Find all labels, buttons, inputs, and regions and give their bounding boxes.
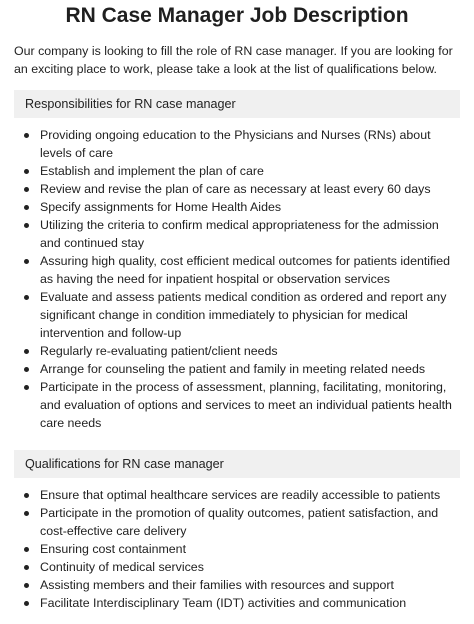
page-title: RN Case Manager Job Description: [65, 4, 409, 27]
responsibility-item: Specify assignments for Home Health Aides: [40, 198, 460, 216]
responsibility-item: Arrange for counseling the patient and family in meeting related needs: [40, 360, 460, 378]
responsibility-item: Regularly re-evaluating patient/client needs: [40, 342, 460, 360]
qualifications-heading: Qualifications for RN case manager: [14, 450, 460, 478]
qualification-item: Continuity of medical services: [40, 558, 460, 576]
qualification-item: Ensuring cost containment: [40, 540, 460, 558]
intro-paragraph: Our company is looking to fill the role of RN case manager. If you are looking for an exciting place to work, please take a look at the list of qualifications below.: [14, 44, 453, 76]
qualification-item: Facilitate Interdisciplinary Team (IDT) activities and communication: [40, 594, 460, 612]
responsibility-item: Establish and implement the plan of care: [40, 162, 460, 180]
qualification-item: Assisting members and their families with resources and support: [40, 576, 460, 594]
responsibility-item: Assuring high quality, cost efficient medical outcomes for patients identified as having the need for inpatient hospital or observation services: [40, 252, 460, 288]
qualification-item: Ensure that optimal healthcare services are readily accessible to patients: [40, 486, 460, 504]
responsibility-item: Utilizing the criteria to confirm medical appropriateness for the admission and continued stay: [40, 216, 460, 252]
qualifications-list: [14, 486, 460, 612]
responsibility-item: Providing ongoing education to the Physicians and Nurses (RNs) about levels of care: [40, 126, 460, 162]
qualification-item: Participate in the promotion of quality outcomes, patient satisfaction, and cost-effective care delivery: [40, 504, 460, 540]
responsibility-item: Participate in the process of assessment, planning, facilitating, monitoring, and evaluation of options and services to meet an individual patients health care needs: [40, 378, 460, 432]
responsibility-item: Review and revise the plan of care as necessary at least every 60 days: [40, 180, 460, 198]
responsibility-item: Evaluate and assess patients medical condition as ordered and report any significant change in condition immediately to physician for medical intervention and follow-up: [40, 288, 460, 342]
responsibilities-list: [14, 126, 460, 432]
responsibilities-heading: Responsibilities for RN case manager: [14, 90, 460, 118]
